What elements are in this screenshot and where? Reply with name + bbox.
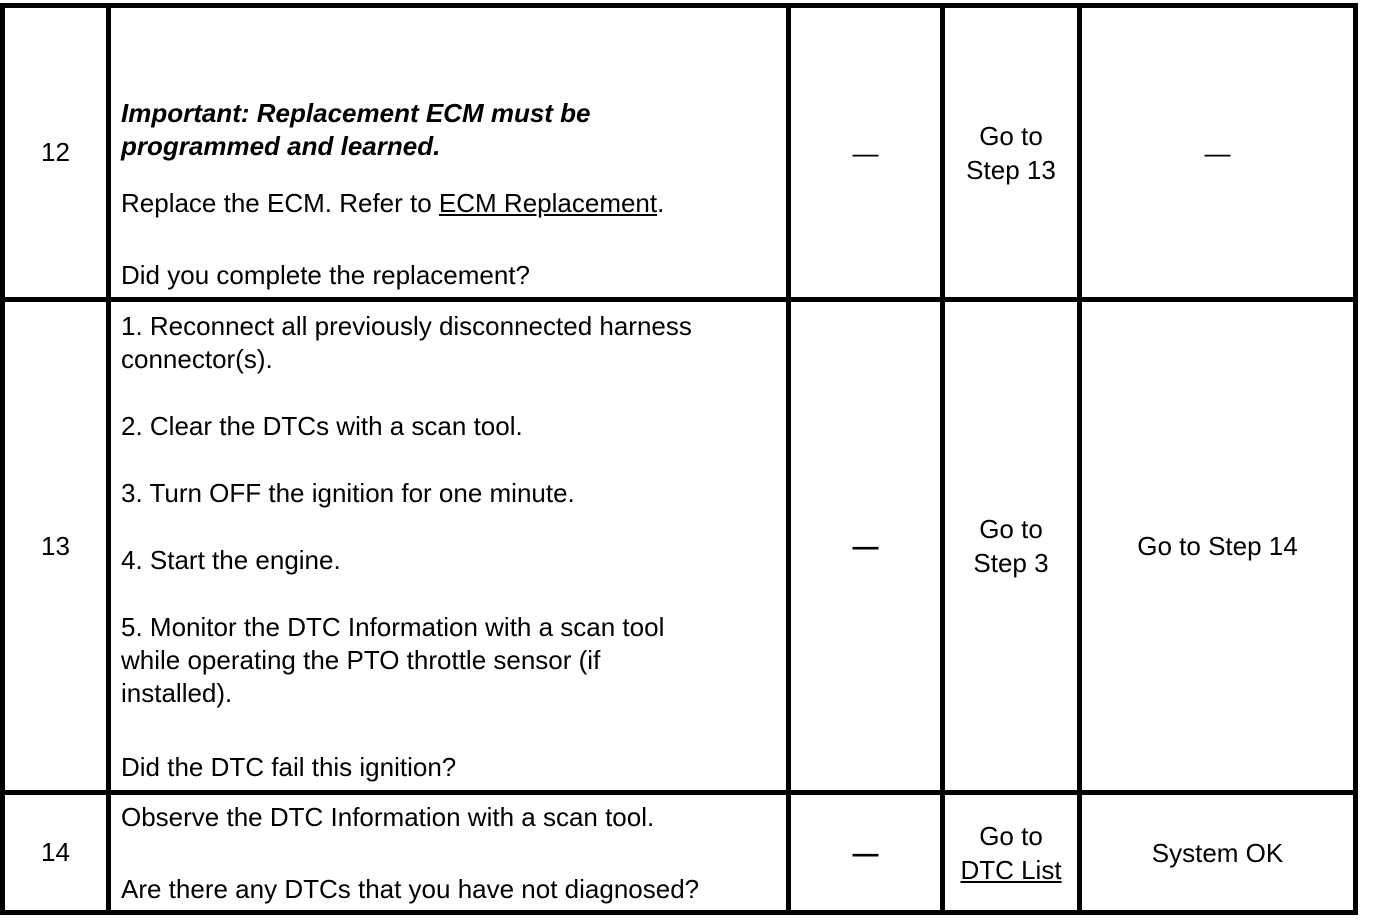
- dtc-list-link[interactable]: DTC List: [960, 854, 1062, 885]
- important-line: Important: Replacement ECM must be: [121, 98, 591, 128]
- important-note: [121, 97, 786, 163]
- yes-line: Go to: [979, 120, 1043, 151]
- values-cell: [791, 302, 940, 790]
- yes-line: Go to: [979, 820, 1043, 851]
- substep-line: 5. Monitor the DTC Information with a scan tool: [121, 612, 665, 642]
- no-cell: [1082, 302, 1353, 790]
- no-cell: [1082, 8, 1353, 297]
- action-cell: [111, 302, 786, 790]
- yes-cell: [945, 8, 1077, 297]
- no-text: Go to Step 14: [1137, 531, 1298, 561]
- replace-suffix: .: [657, 188, 665, 218]
- values-dash: —: [852, 531, 879, 561]
- substep-line: connector(s).: [121, 344, 273, 374]
- no-text: System OK: [1151, 837, 1284, 868]
- step-number-text: 14: [41, 837, 70, 867]
- yes-line: Step 3: [973, 548, 1049, 578]
- ecm-replacement-link[interactable]: ECM Replacement: [438, 188, 658, 218]
- action-cell: [111, 795, 786, 910]
- substep-5: [121, 611, 786, 710]
- yes-line: Go to: [979, 514, 1043, 544]
- values-cell: [791, 8, 940, 297]
- step-number: [5, 302, 106, 790]
- yes-cell: [945, 302, 1077, 790]
- question-text: Did you complete the replacement?: [121, 260, 531, 290]
- no-cell: [1082, 795, 1353, 910]
- step-number-text: 13: [41, 530, 70, 561]
- replace-text: Replace the ECM. Refer to: [121, 188, 439, 218]
- yes-line: Step 13: [966, 154, 1056, 185]
- observe-text: Observe the DTC Information with a scan tool.: [121, 802, 655, 832]
- step-number: [5, 8, 106, 297]
- values-dash: —: [852, 137, 879, 168]
- no-dash: —: [1204, 137, 1231, 168]
- yes-cell: [945, 795, 1077, 910]
- important-line: programmed and learned.: [121, 131, 441, 161]
- question-text: Are there any DTCs that you have not diagnosed?: [121, 874, 700, 904]
- action-cell: [111, 8, 786, 297]
- substep-line: installed).: [121, 678, 233, 708]
- step-number: [5, 795, 106, 910]
- replace-instruction: [121, 187, 786, 220]
- table-border-right: [1353, 3, 1358, 915]
- values-dash: —: [852, 837, 879, 868]
- substep-4: 4. Start the engine.: [121, 545, 341, 575]
- step-number-text: 12: [41, 137, 70, 167]
- substep-1: [121, 310, 786, 376]
- substep-line: 1. Reconnect all previously disconnected harness: [121, 311, 692, 341]
- table-border-bottom: [0, 910, 1358, 915]
- question-text: Did the DTC fail this ignition?: [121, 752, 457, 782]
- substep-2: 2. Clear the DTCs with a scan tool.: [121, 411, 523, 441]
- substep-3: 3. Turn OFF the ignition for one minute.: [121, 478, 575, 508]
- substep-line: while operating the PTO throttle sensor (if: [121, 645, 601, 675]
- values-cell: [791, 795, 940, 910]
